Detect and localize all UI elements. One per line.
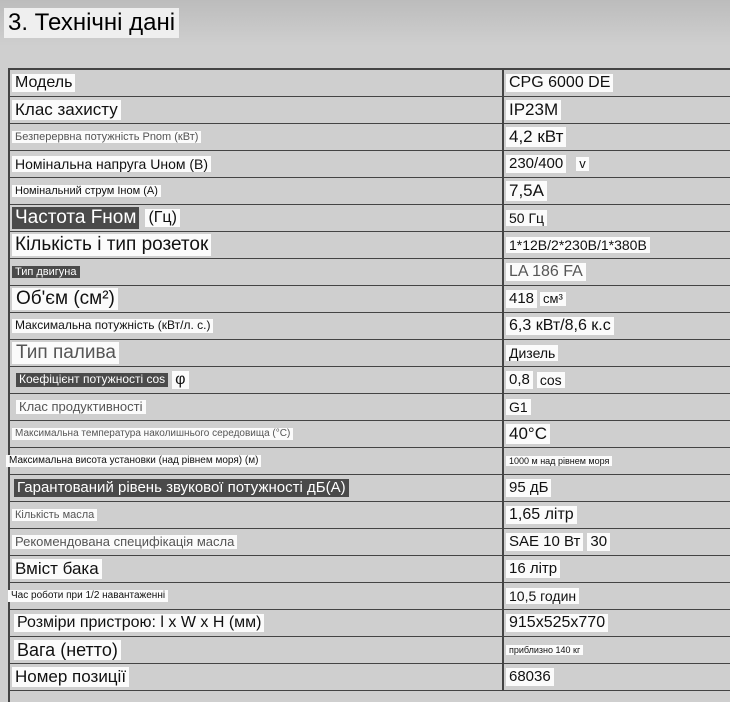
row-value: SAE 10 Вт: [506, 533, 583, 550]
row-label: Тип палива: [12, 342, 119, 364]
row-label: Максимальна висота установки (над рівнем моря) (м): [6, 455, 261, 467]
row-value: 1*12B/2*230B/1*380B: [506, 237, 650, 253]
row-value: 16 літр: [506, 560, 560, 577]
row-value: G1: [506, 399, 531, 415]
row-value: 6,3 кВт/8,6 к.с: [506, 317, 614, 335]
row-label: Коефіцієнт потужності cos: [16, 373, 168, 387]
table-row: [10, 394, 730, 421]
table-row: [10, 232, 730, 259]
row-label: Клас продуктивності: [16, 400, 146, 415]
row-label: Номінальний струм Iном (А): [12, 185, 161, 198]
row-value: Дизель: [506, 345, 558, 361]
row-label: Модель: [12, 74, 75, 92]
row-value: 95 дБ: [506, 479, 551, 496]
table-row: [10, 97, 730, 124]
table-row: [10, 70, 730, 97]
row-value: IP23M: [506, 100, 561, 120]
row-label: Номер позиції: [12, 667, 129, 687]
row-label: Тип двигуна: [12, 266, 80, 279]
table-row: [10, 502, 730, 529]
row-value: LA 186 FA: [506, 263, 586, 281]
row-value: 1000 м над рівнем моря: [506, 456, 612, 466]
row-value: 50 Гц: [506, 210, 547, 226]
row-label: Максимальна температура наколишнього середовища (°C): [12, 428, 293, 440]
row-value: 40°C: [506, 424, 550, 444]
row-label: Кількість і тип розеток: [12, 234, 211, 256]
row-value: 0,8: [506, 371, 533, 388]
row-label: Вміст бака: [12, 559, 102, 579]
row-label: Вага (нетто): [14, 640, 121, 661]
row-label: Розміри пристрою: l x W x H (мм): [14, 614, 264, 632]
row-value: 10,5 годин: [506, 588, 579, 604]
table-row: [10, 151, 730, 178]
row-value: 230/400: [506, 155, 566, 172]
row-label: Кількість масла: [12, 509, 97, 522]
table-row: [10, 610, 730, 637]
row-label: Гарантований рівень звукової потужності дБ(А): [14, 479, 349, 496]
row-label-symbol: φ: [172, 371, 188, 389]
row-label: Частота Fном: [12, 207, 139, 229]
table-row: [10, 637, 730, 664]
row-label: Номінальна напруга Uном (В): [12, 156, 211, 172]
table-row: [10, 367, 730, 394]
table-row: [10, 205, 730, 232]
row-label-unit: (Гц): [145, 209, 179, 227]
spec-table: [8, 68, 730, 702]
row-label: Об'єм (см²): [12, 288, 118, 310]
table-row: [10, 448, 730, 475]
table-row: [10, 583, 730, 610]
table-row: [10, 421, 730, 448]
table-row: [10, 259, 730, 286]
row-value: CPG 6000 DE: [506, 74, 613, 92]
row-value-extra: 30: [587, 533, 610, 550]
row-value: 915x525x770: [506, 614, 608, 632]
table-row: [10, 178, 730, 205]
row-value: 4,2 кВт: [506, 127, 566, 147]
table-row: [10, 475, 730, 502]
row-value: 7,5A: [506, 181, 547, 201]
table-row: [10, 313, 730, 340]
section-header: [0, 0, 730, 46]
row-value-unit: cos: [537, 372, 565, 388]
row-value: приблизно 140 кг: [506, 645, 583, 655]
table-row: [10, 664, 730, 691]
row-value: 1,65 літр: [506, 506, 577, 524]
row-label: Клас захисту: [12, 100, 121, 120]
row-value: 68036: [506, 668, 554, 685]
table-row: [10, 556, 730, 583]
row-value: 418: [506, 290, 537, 307]
row-value-unit: v: [576, 157, 589, 172]
row-label: Рекомендована специфікація масла: [12, 535, 237, 550]
row-label: Час роботи при 1/2 навантаженні: [8, 590, 168, 602]
row-label: Максимальна потужність (кВт/л. с.): [12, 319, 213, 333]
table-row: [10, 286, 730, 313]
table-row: [10, 529, 730, 556]
row-value-unit: см³: [540, 292, 566, 307]
table-row: [10, 124, 730, 151]
table-row: [10, 340, 730, 367]
row-label: Безперервна потужність Pnom (кВт): [12, 131, 201, 144]
section-title: 3. Технічні дані: [4, 8, 179, 38]
